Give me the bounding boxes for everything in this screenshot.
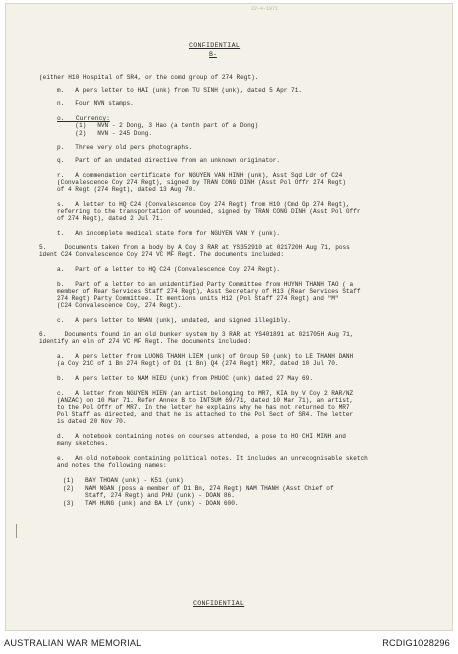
text-line: identify an eln of 274 VC MF Regt. The documents included: xyxy=(39,338,252,345)
document-page xyxy=(5,3,453,631)
text-line: referring to the transportation of wounded, signed by TRAN CONG DINH (Asst Pol Offr xyxy=(57,208,361,215)
text-line: member of Rear Services Staff 274 Regt), Asst Secretary of H13 (Rear Services Staff xyxy=(57,288,361,295)
text-line: 274 Regt) Party Committee. It mentions units H12 (Pol Staff 274 Regt) and "M" xyxy=(57,295,339,302)
bottom-classification: CONFIDENTIAL xyxy=(193,600,245,607)
text-line: c. A letter from NGUYEN HIEN (an artist belonging to MR7, KIA by V Coy 2 RAR/NZ xyxy=(57,390,354,397)
margin-mark xyxy=(16,524,23,538)
text-line: p. Three very old pers photographs. xyxy=(57,144,193,151)
text-line: (1) NVN - 2 Dong, 3 Hao (a tenth part of a Dong) xyxy=(57,122,259,129)
text-line: d. A notebook containing notes on courses attended, a pose to HO CHI MINH and xyxy=(57,433,346,440)
archive-name: AUSTRALIAN WAR MEMORIAL xyxy=(4,638,142,648)
text-line: 5. Documents taken from a body by A Coy 3 RAR at YS352910 at 021720H Aug 71, poss xyxy=(39,244,350,251)
text-line: Staff, 274 Regt) and PHU (unk) - DOAN 86. xyxy=(63,492,235,499)
text-line: m. A pers letter to HAI (unk) from TU SINH (unk), dated 5 Apr 71. xyxy=(57,87,303,94)
text-line: a. Part of a letter to HQ C24 (Convalescence Coy 274 Regt). xyxy=(57,266,281,273)
text-line: of 274 Regt), dated 2 Jul 71. xyxy=(57,215,164,222)
text-line: ident C24 Convalescence Coy 274 VC MF Regt. The documents included: xyxy=(39,251,285,258)
page-reference: B- xyxy=(209,51,217,58)
text-line: many sketches. xyxy=(57,440,109,447)
text-line: a. A pers letter from LUONG THANH LIEM (unk) of Group 50 (unk) to LE THANH DANH xyxy=(57,353,354,360)
text-line: and notes the following names: xyxy=(57,462,167,469)
faded-stamp: 22-4-1971 xyxy=(251,6,279,12)
text-line: c. A pers letter to NHAN (unk), undated, and signed illegibly. xyxy=(57,317,292,324)
text-line: (Convalescence Coy 274 Regt), signed by TRAN CONG DINH (Asst Pol Offr 274 Regt) xyxy=(57,179,346,186)
text-line: t. An incomplete medical state form for NGUYEN VAN Y (unk). xyxy=(57,230,281,237)
record-id: RCDIG1028296 xyxy=(382,638,450,648)
text-line: (3) TAM HUNG (unk) and BA LY (unk) - DOAN 600. xyxy=(63,500,239,507)
text-line: of 4 Regt (274 Regt), dated 13 Aug 70. xyxy=(57,186,196,193)
text-line: 6. Documents found in an old bunker system by 3 RAR at YS401891 at 021705H Aug 71, xyxy=(39,331,354,338)
archive-footer xyxy=(0,631,458,654)
text-line: b. Part of a letter to an unidentified Party Committee from HUYNH THANH TAO ( a xyxy=(57,281,354,288)
text-line: r. A commendation certificate for NGUYEN VAN HINH (unk), Asst Sqd Ldr of C24 xyxy=(57,172,343,179)
text-line: (2) NAM NGAN (poss a member of D1 Bn, 274 Regt) NAM THANH (Asst Chief of xyxy=(63,485,334,492)
text-line: b. A pers letter to NAM HIEU (unk) from PHUOC (unk) dated 27 May 69. xyxy=(57,375,313,382)
text-line: (2) NVN - 245 Dong. xyxy=(57,130,153,137)
text-line: (either H10 Hospital of SR4, or the comd group of 274 Regt). xyxy=(39,74,259,81)
text-line: q. Part of an undated directive from an unknown originator. xyxy=(57,157,281,164)
text-line: is dated 20 Nov 70. xyxy=(57,418,127,425)
text-line: to the Pol Offr of MR7. In the letter he explains why he has not returned to MR7 xyxy=(57,404,350,411)
text-line: (ANZAC) on 10 Mar 71. Refer Annex B to INTSUM 69/71, dated 10 Mar 71), an artist, xyxy=(57,397,354,404)
text-line: (1) BAY THOAN (unk) - K51 (unk) xyxy=(63,477,184,484)
text-line: n. Four NVN stamps. xyxy=(57,100,134,107)
text-line: o. Currency: xyxy=(57,115,110,122)
text-line: (C24 Convalescence Coy, 274 Regt). xyxy=(57,302,182,309)
text-line: Pol Staff as directed, and that he is attached to the Pol Sect of SR4. The letter xyxy=(57,411,354,418)
text-line: e. An old notebook containing political notes. It includes an unrecognisable sketch xyxy=(57,455,368,462)
top-classification: CONFIDENTIAL xyxy=(189,42,241,49)
text-line: s. A letter to HQ C24 (Convalescence Coy 274 Regt) from H10 (Cmd Gp 274 Regt), xyxy=(57,201,350,208)
text-line: (a Coy 21C of 1 Bn 274 Regt) of D1 (1 Bn) Q4 (274 Regt) MR7, dated 10 Jul 70. xyxy=(57,360,339,367)
